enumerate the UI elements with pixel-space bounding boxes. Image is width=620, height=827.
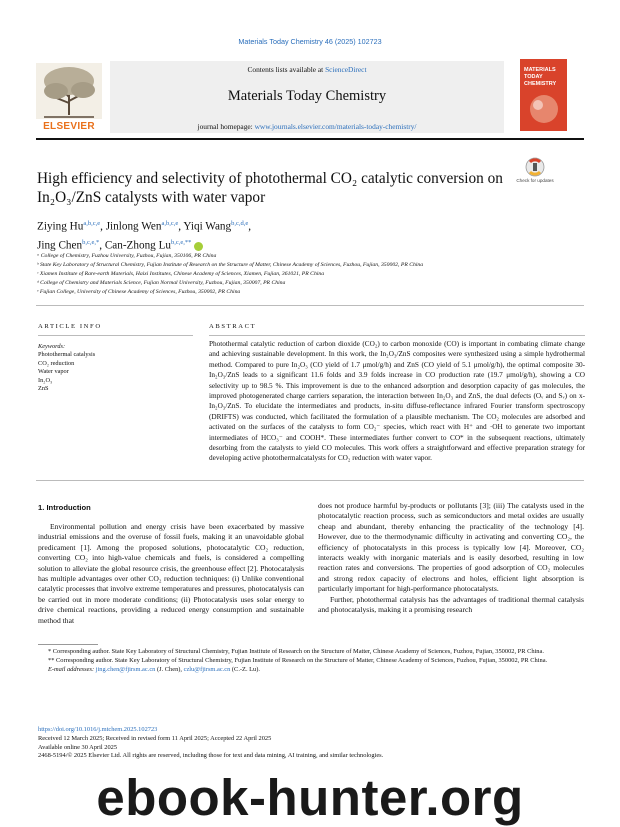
abstract-heading: ABSTRACT xyxy=(209,323,257,330)
contents-prefix: Contents lists available at xyxy=(247,65,326,74)
intro-paragraph: Further, photothermal catalysis has the advantages of traditional thermal catalysis and photocatalysis, making it a promising research xyxy=(318,594,584,615)
article-info-heading: ARTICLE INFO xyxy=(38,323,102,330)
available-online: Available online 30 April 2025 xyxy=(38,743,118,751)
journal-reference[interactable]: Materials Today Chemistry 46 (2025) 102723 xyxy=(238,37,382,46)
author-affil-sup[interactable]: a,b,c,e xyxy=(83,220,101,227)
keyword-item: In₂O₃ xyxy=(38,376,53,384)
journal-cover-image xyxy=(520,59,567,131)
check-for-updates-label[interactable]: Check for updates xyxy=(516,178,554,183)
email-owner-1: (J. Chen), xyxy=(156,665,182,673)
homepage-line xyxy=(110,122,504,131)
orcid-icon[interactable] xyxy=(194,242,203,251)
author-name[interactable]: Jing Chen xyxy=(37,239,83,252)
keyword-item: Photothermal catalysis xyxy=(38,351,96,359)
footnote-rule xyxy=(38,644,98,645)
title-line-2: In₂O₃/ZnS catalysts with water vapor xyxy=(37,189,266,206)
abstract-bottom-rule xyxy=(36,480,584,481)
doi-link[interactable]: https://doi.org/10.1016/j.mtchem.2025.102723 xyxy=(38,726,158,733)
keyword-item: ZnS xyxy=(38,385,49,393)
email-link-2[interactable]: czlu@fjirsm.ac.cn xyxy=(183,665,231,673)
email-label: E-mail addresses: xyxy=(48,665,95,673)
author-affil-sup[interactable]: b,c,d,e xyxy=(231,220,249,227)
title-line-1: High efficiency and selectivity of photothermal CO₂ catalytic conversion on xyxy=(37,170,503,187)
keywords-block xyxy=(38,343,188,393)
homepage-link[interactable]: www.journals.elsevier.com/materials-today-chemistry/ xyxy=(254,122,417,131)
keyword-item: CO₂ reduction xyxy=(38,359,75,367)
affiliation-rule xyxy=(36,305,584,306)
affiliation: ᵃ College of Chemistry, Fuzhou University, Fuzhou, Fujian, 350106, PR China xyxy=(37,253,217,259)
intro-column-left xyxy=(38,522,304,626)
article-info-rule xyxy=(38,335,193,336)
author-name[interactable]: Yiqi Wang xyxy=(183,220,232,233)
intro-paragraph: Environmental pollution and energy crisis have been exacerbated by massive industrial emissions and the overuse of fossil fuels, making it an unavoidable global predicament [1]. Among the proposed solutions, photocatalytic CO₂ reduction, converting CO₂ into high-value chemicals and fuels, is considered a compelling solution to alleviate the global resource crisis, the greenhouse effect [2]. Photocatalysis has multiple advantages over other CO₂ reduction techniques: (i) Unlike conventional catalytic processes that involve extreme temperatures and pressures, photocatalysis can be carried out in more moderate conditions; (ii) Photocatalysis uses solar energy to drive chemical reactions, providing a reduced energy consumption and sustainable method that xyxy=(38,522,304,625)
introduction-heading: 1. Introduction xyxy=(38,503,91,512)
affiliation: ᵈ College of Chemistry and Materials Science, Fujian Normal University, Fuzhou, Fujian, 350007, PR China xyxy=(37,280,286,286)
affiliation: ᵇ State Key Laboratory of Structural Chemistry, Fujian Institute of Research on the Structure of Matter, Chinese Academy of Sciences, Fuzhou, Fujian, 350002, PR China xyxy=(37,262,424,268)
footnote-emails xyxy=(38,666,584,675)
author-affil-sup[interactable]: a,b,c,e xyxy=(161,220,179,227)
affiliation: ᵉ Fujian College, University of Chinese Academy of Sciences, Fuzhou, 350002, PR China xyxy=(37,289,241,295)
received-dates: Received 12 March 2025; Received in revised form 11 April 2025; Accepted 22 April 2025 xyxy=(38,734,272,742)
footnote-corresponding-1: * Corresponding author. State Key Laboratory of Structural Chemistry, Fujian Institute of Research on the Structure of Matter, Chinese Academy of Sciences, Fuzhou, Fujian, 350002, PR China. xyxy=(48,648,544,655)
author-affil-sup[interactable]: b,c,e,** xyxy=(171,239,192,247)
watermark-text: ebook-hunter.org xyxy=(96,769,524,826)
affiliation: ᶜ Xiamen Institute of Rare-earth Materials, Haixi Institutes, Chinese Academy of Sciences, Xiamen, Fujian, 361021, PR China xyxy=(37,271,325,277)
sciencedirect-link[interactable]: ScienceDirect xyxy=(325,65,367,74)
homepage-prefix: journal homepage: xyxy=(197,122,255,131)
email-owner-2: (C.-Z. Lu). xyxy=(231,665,260,673)
copyright: 2468-5194/© 2025 Elsevier Ltd. All rights are reserved, including those for text and data mining, AI training, and similar technologies. xyxy=(38,752,384,760)
author-name[interactable]: Ziying Hu xyxy=(37,220,84,233)
author-affil-sup[interactable]: b,c,e,* xyxy=(82,239,100,247)
footnotes xyxy=(38,648,584,674)
elsevier-wordmark: ELSEVIER xyxy=(43,121,95,132)
footnote-corresponding-2: ** Corresponding author. State Key Laboratory of Structural Chemistry, Fujian Institute of Research on the Structure of Matter, Chinese Academy of Sciences, Fuzhou, Fujian, 350002, PR China. xyxy=(48,656,548,664)
keywords-label: Keywords: xyxy=(38,343,66,350)
email-link-1[interactable]: jing.chen@fjirsm.ac.cn xyxy=(95,665,156,673)
abstract-text: Photothermal catalytic reduction of carbon dioxide (CO₂) to carbon monoxide (CO) is important in combating climate change and achieving sustainable development. In this work, the In₂O₃/ZnS composites were synthesized using a simple hydrothermal method. Compared to pure In₂O₃ (CO yield of 1.7 μmol/g/h) and ZnS (CO yield of 5.1 μmol/g/h), the optimal composite 30-In₂O₃/ZnS leads to a significant 11.6 folds and 3.9 folds increase in CO production rate (19.7 μmol/g/h), showing a CO selectivity up to 98.5 %. This improvement is due to the enhanced adsorption and desorption capacity of gas molecules, the improved photogenerated charge carriers separation, the interaction between In₂O₃ and ZnS, the dual defects (Oᵥ and Sᵥ) on x-In₂O₃/ZnS. To elucidate the intermediates and products, in-situ diffuse-reflectance infrared Fourier transform spectroscopy (DRIFTS) was conducted, which facilitated the formulation of a plausible mechanism. The CO₂ molecules are adsorbed and activated on the surfaces of the catalysts to form CO₂⁻ species, which react with H⁺ and ·OH to generate two important intermediates of HCO₃⁻ and COOH*. These intermediates further convert to CO* in the subsequent reactions, ultimately desorbing from the catalysts to yield CO molecules. This work offers a straightforward and effective preparation strategy for developing active photothermalcatalysts for CO₂ reduction with water vapor. xyxy=(209,340,585,463)
journal-title: Materials Today Chemistry xyxy=(227,88,387,104)
intro-paragraph: does not produce harmful by-products or pollutants [3]; (iii) The catalysts used in the photocatalytic reaction process, such as semiconductors and metal oxides are usually cheap and abundant, thereby enhancing the practicality of the technology [4]. However, due to the thermodynamic difficulty in activating and converting CO₂, the efficiency of photocatalysts in this process is typically low [4]. Moreover, CO₂ interacts weakly with inorganic materials and is easily desorbed, resulting in low reaction rates and conversions. The properties of good adsorption of CO₂ molecules and strong redox capacity of electrons and holes, efficient light absorption is particularly important for high-performance photocatalysts. xyxy=(318,501,584,594)
article-title xyxy=(37,169,507,207)
intro-column-right xyxy=(318,501,584,615)
header-rule xyxy=(36,138,584,140)
author-name[interactable]: Jinlong Wen xyxy=(105,220,162,233)
contents-line xyxy=(110,65,504,74)
abstract-rule xyxy=(209,335,585,336)
author-name[interactable]: Can-Zhong Lu xyxy=(104,239,171,252)
keyword-item: Water vapor xyxy=(38,368,69,376)
author-list: Ziying Hu$^{a,b,c,e}$, Jinlong Wen$^{a,b,c,e}$, Yiqi Wang$^{b,c,d,e}$, Jing Chen$^{b,c,e,*}$, Can-Zhong $Lu^{b,c,e,**}$ xyxy=(37,220,252,252)
cover-title: MATERIALS TODAY CHEMISTRY xyxy=(524,67,557,87)
publication-info xyxy=(38,726,584,761)
